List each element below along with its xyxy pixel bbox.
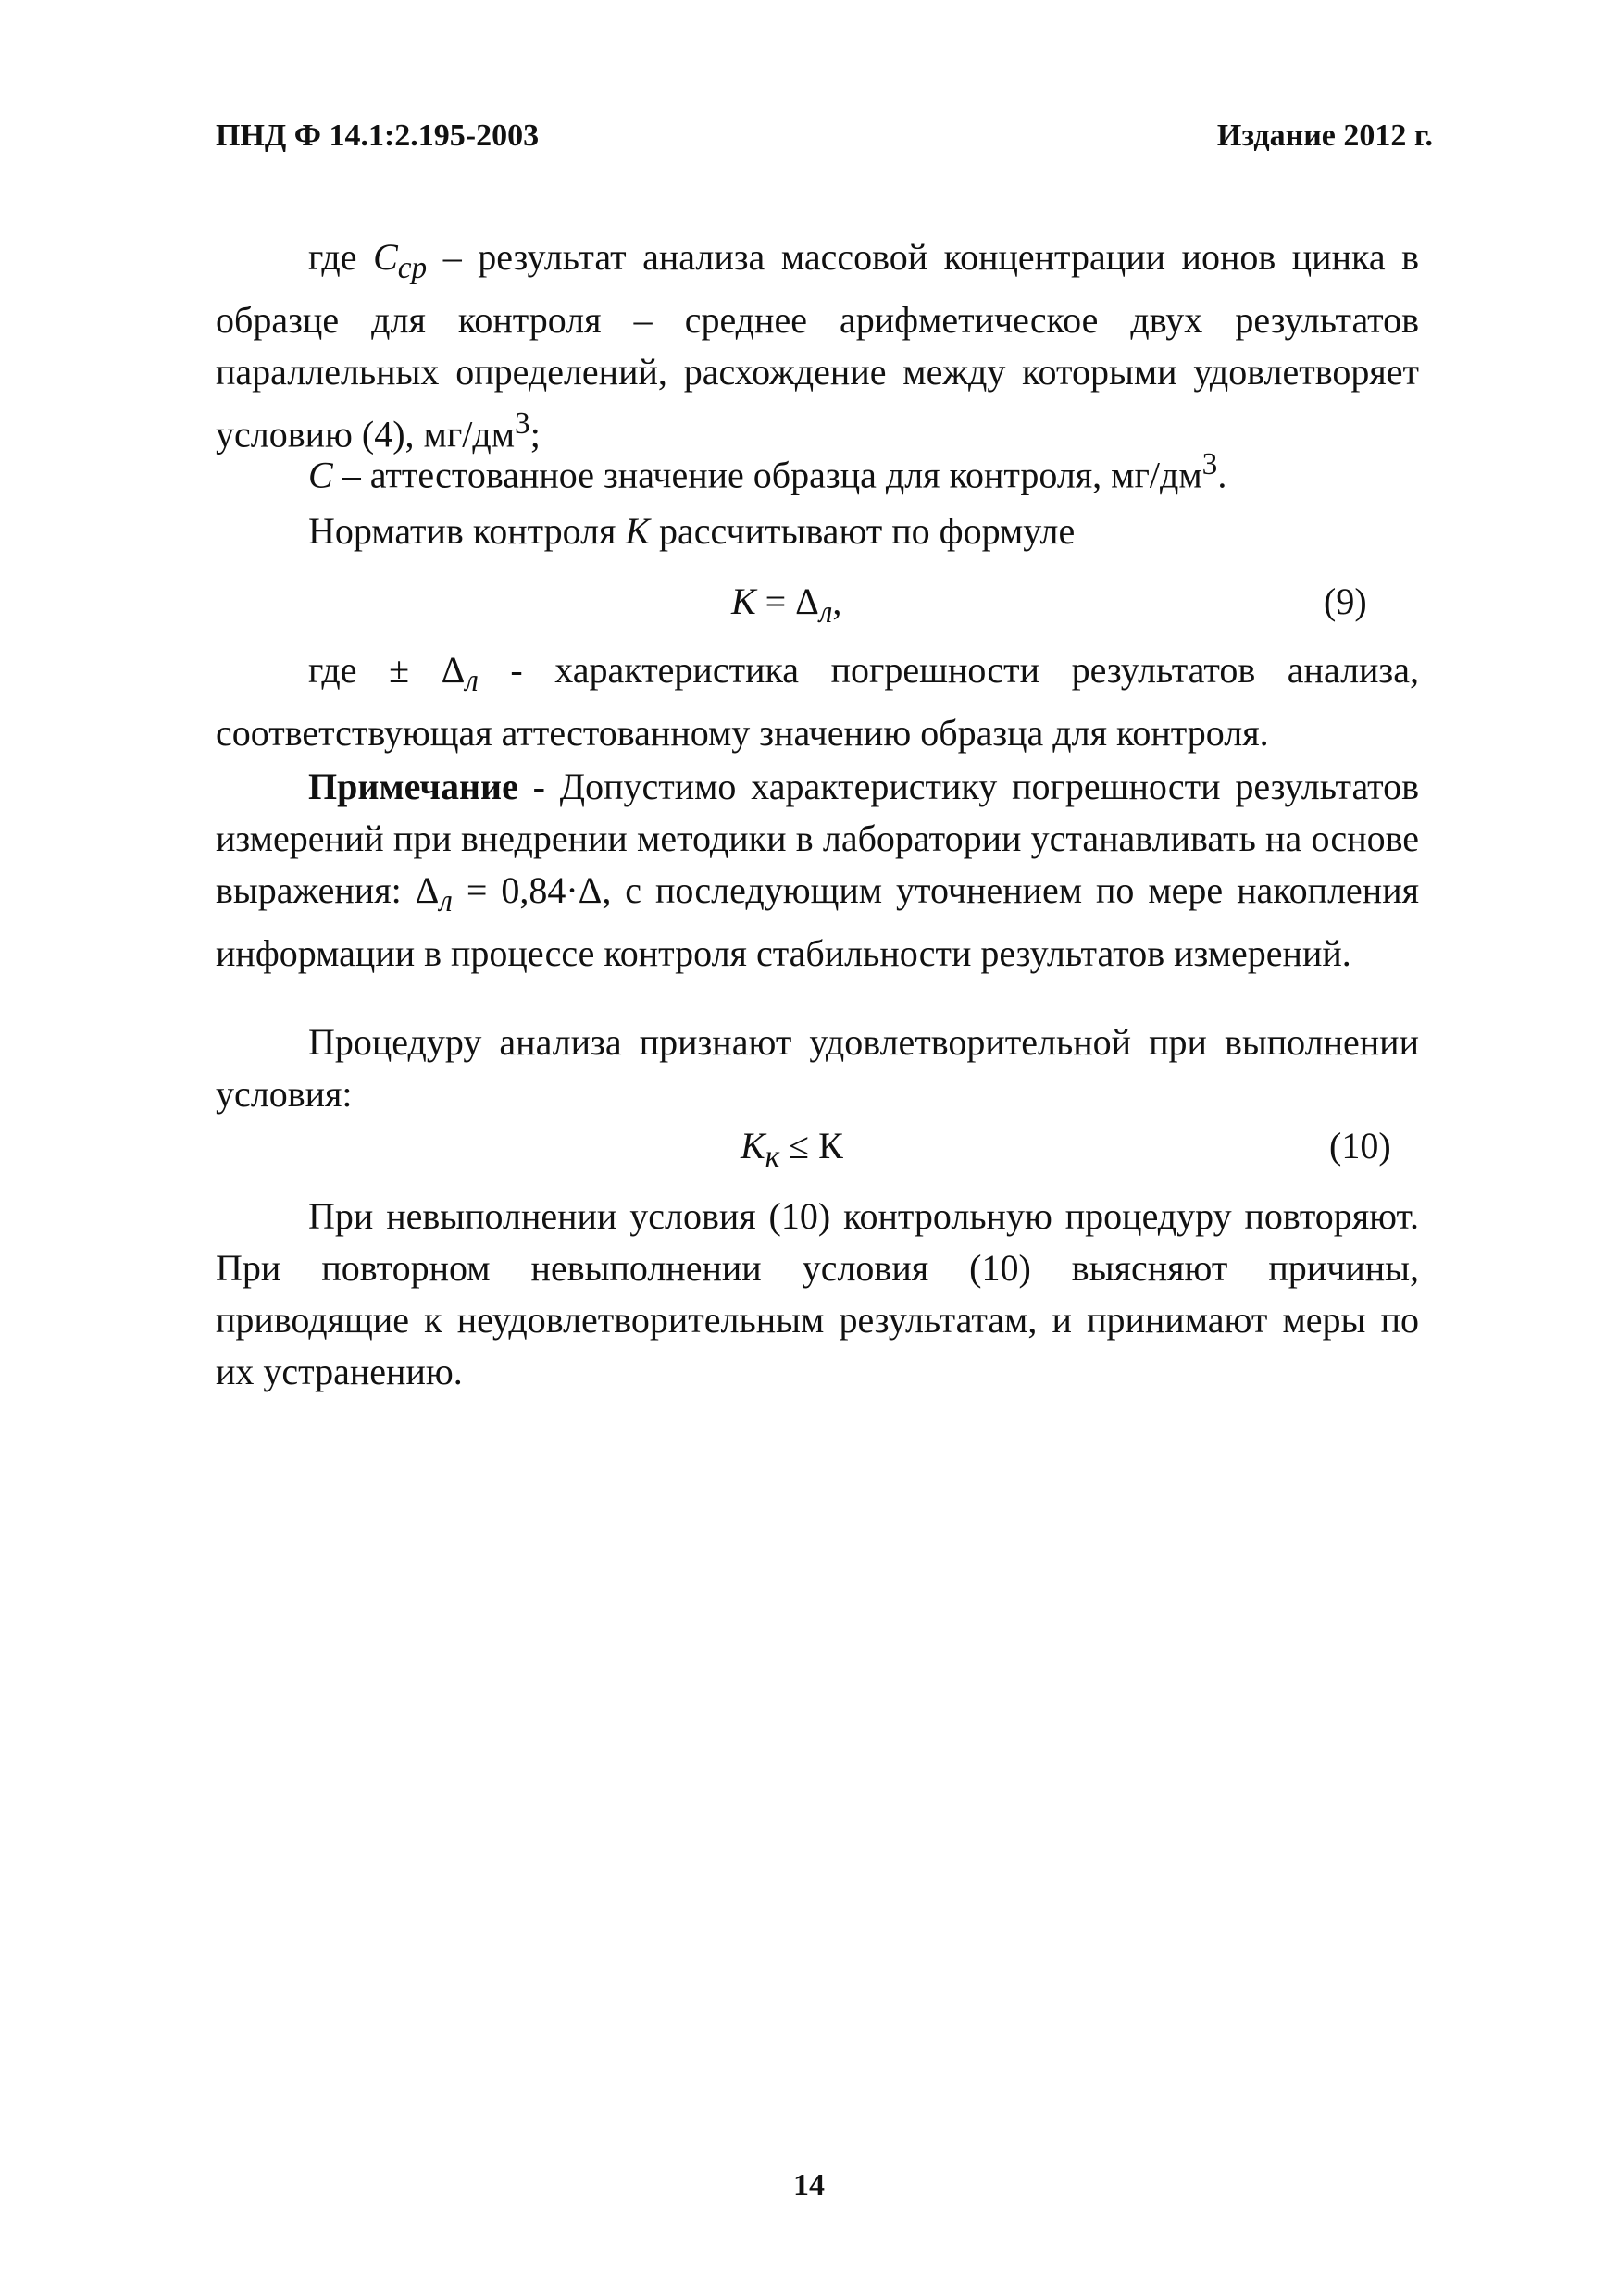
- paragraph-repeat-procedure: [216, 1191, 1419, 1398]
- formula-9-end: ,: [832, 580, 842, 622]
- formula-9-op: =: [755, 580, 796, 622]
- formula-10-rhs: К: [818, 1125, 843, 1167]
- p2-text: – аттестованное значение образца для контроля, мг/дм: [332, 454, 1202, 496]
- note-text-1: - Допустимо характеристику погрешности результатов измерений при внедрении методики в лаборатории устанавливать на основе выражения:: [216, 766, 1419, 911]
- equation-number-9: (9): [1324, 580, 1367, 622]
- var-c: С: [308, 454, 333, 496]
- p2-end: .: [1217, 454, 1227, 496]
- p6-text: При невыполнении условия (10) контрольную процедуру повторяют. При повторном невыполнении условия (10) выясняют причины, приводящие к неудовлетворительным результатам, и принимают меры по их устранению.: [216, 1195, 1419, 1392]
- formula-10-lhs: К: [741, 1125, 765, 1167]
- note-delta-subscript: л: [439, 884, 453, 918]
- formula-9-lhs: К: [731, 580, 756, 622]
- unit-superscript: 3: [515, 406, 530, 441]
- document-id: ПНД Ф 14.1:2.195-2003: [216, 119, 540, 153]
- p3-text: Норматив контроля: [308, 510, 626, 552]
- p3-text-2: рассчитывают по формуле: [649, 510, 1076, 552]
- var-c-avg: C: [373, 236, 398, 278]
- p1-end: ;: [529, 413, 541, 455]
- p5-text: Процедуру анализа признают удовлетворительной при выполнении условия:: [216, 1021, 1419, 1115]
- paragraph-control-norm: [216, 505, 1419, 557]
- unit-superscript: 3: [1201, 447, 1218, 481]
- p4-text: - характеристика погрешности результатов анализа, соответствующая аттестованному значению образца для контроля.: [216, 649, 1419, 754]
- paragraph-c-definition: [216, 439, 1419, 501]
- equation-number-10: (10): [1329, 1125, 1391, 1167]
- p1-prefix: где: [308, 236, 374, 278]
- p4-delta: Δ: [441, 649, 466, 691]
- note-paragraph: [216, 761, 1419, 980]
- page-number: 14: [793, 2168, 825, 2202]
- p1-text: – результат анализа массовой концентрации ионов цинка в образце для контроля – среднее арифметическое двух результатов параллельных определений, расхождение между которыми удовлетворяет условию (4), мг/дм: [216, 236, 1419, 455]
- edition-label: Издание 2012 г.: [1216, 119, 1433, 153]
- formula-10-op: ≤: [779, 1125, 819, 1167]
- p4-delta-subscript: л: [465, 664, 479, 698]
- formula-9-delta-subscript: л: [818, 595, 833, 630]
- formula-10: [741, 1120, 843, 1183]
- formula-9: [731, 576, 841, 639]
- var-k: К: [625, 510, 650, 552]
- paragraph-satisfactory-condition: [216, 1017, 1419, 1120]
- formula-10-lhs-subscript: к: [765, 1140, 780, 1174]
- note-delta: Δ: [415, 869, 440, 911]
- var-c-avg-subscript: ср: [397, 251, 428, 285]
- note-label: Примечание: [308, 766, 518, 807]
- note-text-2: = 0,84·Δ, с последующим уточнением по мере накопления информации в процессе контроля стабильности результатов измерений.: [216, 869, 1420, 974]
- formula-9-delta: Δ: [795, 580, 819, 622]
- p4-prefix: где ±: [308, 649, 442, 691]
- paragraph-delta-definition: [216, 644, 1419, 759]
- paragraph-c-avg-definition: [216, 231, 1419, 460]
